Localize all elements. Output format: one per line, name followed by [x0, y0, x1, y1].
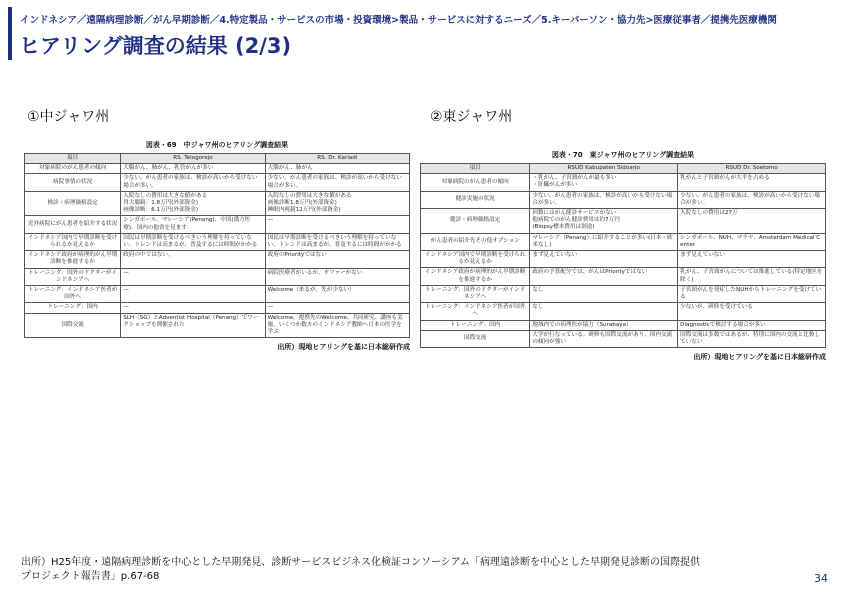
table-cell: 少ない。がん患者の家族は、検診が高いから受けない場合が多い。: [121, 174, 265, 191]
table-cell: まず見えていない: [530, 251, 678, 268]
table-header-cell: 項目: [421, 164, 530, 174]
table-row: [421, 330, 826, 347]
central-java-table-figure: [24, 140, 410, 352]
table-cell: なし: [530, 303, 678, 320]
table-cell: 入院なしの費用は27万: [678, 209, 826, 234]
table-cell: 国民は早期診断を受けるべきいう理解を持っていない。トレンドは高まるが、普及するには時間がかかる: [265, 233, 409, 250]
table-cell: シンガポール、NUH、マラヤ、Amsterdam Medical Center: [678, 233, 826, 250]
table-row: [421, 303, 826, 320]
table-row: [421, 233, 826, 250]
table-cell: 地域内での病理医が協力（Surabaya）: [530, 320, 678, 330]
table-row: [25, 233, 410, 250]
table-cell: 大腸がん、肺がん: [265, 164, 409, 174]
row-label-cell: 病院事情の状況: [25, 174, 121, 191]
row-label-cell: 近外病院にがん患者を紹介する状況: [25, 216, 121, 233]
table-header-row: [421, 164, 826, 174]
table-cell: シンガポール、マレーシア(Penang)、中国(漢方医療)、国内の他省を見ます: [121, 216, 265, 233]
breadcrumb: インドネシア／遠隔病理診断／がん早期診断／4.特定製品・サービスの市場・投資環境>製品・サービスに対するニーズ／5.キーパーソン・協力先>医療従事者／提携先医療機関: [20, 15, 777, 26]
table-cell: 病院医療者がいるが、オファーがない: [265, 268, 409, 285]
table-cell: 少ないが、研修を受けている: [678, 303, 826, 320]
table-cell: 子宮頸がんを発症したNUHからトレーニングを受けている: [678, 285, 826, 302]
table-cell: 少ない。がん患者の家族は、検診が高いから受けない場合が多い。: [265, 174, 409, 191]
row-label-cell: 検診・病理価格設定: [25, 191, 121, 216]
table-cell: —: [121, 286, 265, 303]
table-row: [421, 251, 826, 268]
table-cell: なし: [530, 285, 678, 302]
table-row: [25, 191, 410, 216]
table-row: [25, 216, 410, 233]
table-row: [25, 303, 410, 313]
row-label-cell: トレーニング：国内: [25, 303, 121, 313]
table-cell: —: [121, 303, 265, 313]
row-label-cell: 国際交流: [421, 330, 530, 347]
title-accent-bar: [8, 7, 12, 60]
east-java-table-figure: [420, 150, 826, 362]
page-number: 34: [814, 572, 828, 585]
row-label-cell: がん患者の紹介先その他オプション: [421, 233, 530, 250]
table-row: [25, 164, 410, 174]
table-header-cell: RS. Dr. Kariadi: [265, 154, 409, 164]
table-row: [421, 268, 826, 285]
row-label-cell: インドネシア政府が病理的がん早期診断を推進するか: [25, 251, 121, 268]
table-caption: 図表・69 中ジャワ州のヒアリング調査結果: [145, 141, 289, 149]
row-label-cell: トレーニング：国外のドクターがインドネシアへ: [421, 285, 530, 302]
table-cell: 大学が行なっている。研修も国際交流があり、国内交流の傾向が強い: [530, 330, 678, 347]
row-label-cell: 国際交流: [25, 313, 121, 338]
footer-source-line: 出所）H25年度・遠隔病理診断を中心とした早期発見、診断サービスビジネス化検証コンソーシアム「病理遠診断を中心とした早期発見診断の国際提供: [21, 557, 701, 568]
table-cell: —: [265, 303, 409, 313]
table-row: [421, 320, 826, 330]
hearing-results-table: [420, 163, 826, 348]
table-cell: 回数にはがん健診サービスがない 他病院でのがん健診費用は約7万円 (Biopsy標本費用は別途): [530, 209, 678, 234]
table-header-cell: RSUD Dr. Soetomo: [678, 164, 826, 174]
table-cell: 乳がん、子宮頸がんについては推進している(特定地区を除く): [678, 268, 826, 285]
table-header-cell: RS. Telogorejo: [121, 154, 265, 164]
table-cell: 少ない。がん患者の家族は、検診が高いから受けない場合が多い。: [678, 191, 826, 208]
section-label-central-java: ①中ジャワ州: [27, 109, 110, 125]
row-label-cell: トレーニング：国外のドクターがインドネシアへ: [25, 268, 121, 285]
row-label-cell: 対象病院のがん患者の傾向: [25, 164, 121, 174]
row-label-cell: トレーニング：インドネシア医者が国外へ: [25, 286, 121, 303]
table-cell: 大腸がん、肺がん、乳管がんが多い: [121, 164, 265, 174]
row-label-cell: インドネシア国内で早期診断を受けられるか見えるか: [421, 251, 530, 268]
table-cell: SLH（SG）とAdventist Hospital（Penang）でワークショップを開催された: [121, 313, 265, 338]
table-row: [421, 209, 826, 234]
row-label-cell: 健診実施の状況: [421, 191, 530, 208]
table-cell: マレーシア（Penang）に紹介することが多い(日本・欧米なし): [530, 233, 678, 250]
table-cell: 政府の予算配分では、がんはPriorityではない: [530, 268, 678, 285]
table-cell: Diagnosticで検討する場合が多い: [678, 320, 826, 330]
row-label-cell: 対象病院のがん患者の傾向: [421, 174, 530, 191]
table-cell: 入院なしの費用は大きな値がある 画像診断1.8万円(外部資金) 睡眠内視鏡12万円(外部資金): [265, 191, 409, 216]
footer-source-line: プロジェクト報告書」p.67-68: [21, 571, 160, 582]
table-row: [25, 286, 410, 303]
table-cell: 国民は早期診断を受けるべきいう理解を持っていない。トレンドは高まるが、普及するには時間がかかる: [121, 233, 265, 250]
table-cell: まず見えていない: [678, 251, 826, 268]
table-cell: 乳がんと子宮頸がんが大半を占める: [678, 174, 826, 191]
page-title: ヒアリング調査の結果 (2/3): [19, 34, 292, 58]
table-cell: 少ない。がん患者の家族は、検診が高いから受けない場合が多い。: [530, 191, 678, 208]
table-row: [421, 285, 826, 302]
table-cell: 国際交流は多数ではあるが、特別に国内の交流と比較していない: [678, 330, 826, 347]
row-label-cell: インドネシア政府が病理的がん早期診断を推進するか: [421, 268, 530, 285]
row-label-cell: トレーニング：インドネシア医者が国外へ: [421, 303, 530, 320]
row-label-cell: 健診・病理価格設定: [421, 209, 530, 234]
table-source: 出所）現地ヒアリングを基に日本総研作成: [277, 343, 410, 352]
table-caption: 図表・70 東ジャワ州のヒアリング調査結果: [551, 151, 695, 159]
table-header-row: [25, 154, 410, 164]
table-cell: 入院なしの費用は大きな値がある 胃大腸鏡：1.8万円(外部資金) 画像診断：6.1万円(外部資金): [121, 191, 265, 216]
table-header-cell: 項目: [25, 154, 121, 164]
table-row: [25, 251, 410, 268]
hearing-results-table: [24, 153, 410, 338]
table-row: [25, 268, 410, 285]
table-cell: 政府の中ではない。: [121, 251, 265, 268]
table-cell: Welcome。提携先のWelcome、共同研究、講座も実施。いくつか数カのインドネシア教師へ日本の医学を学ぶ: [265, 313, 409, 338]
table-cell: 政府のPriorityではない: [265, 251, 409, 268]
row-label-cell: トレーニング：国内: [421, 320, 530, 330]
footer-source: [21, 556, 700, 584]
table-cell: —: [121, 268, 265, 285]
section-label-east-java: ②東ジャワ州: [430, 109, 513, 125]
table-row: [25, 174, 410, 191]
table-row: [25, 313, 410, 338]
table-row: [421, 191, 826, 208]
table-row: [421, 174, 826, 191]
table-source: 出所）現地ヒアリングを基に日本総研作成: [693, 353, 826, 362]
table-cell: ・乳がん、子宮頸がんが最も多い ・肝臓がんが多い: [530, 174, 678, 191]
table-header-cell: RSUD Kabupaten Sidoarjo: [530, 164, 678, 174]
table-cell: —: [265, 216, 409, 233]
table-cell: Welcome（来るが、先が少ない）: [265, 286, 409, 303]
row-label-cell: インドネシア国内で早期診断を受けられるか見えるか: [25, 233, 121, 250]
